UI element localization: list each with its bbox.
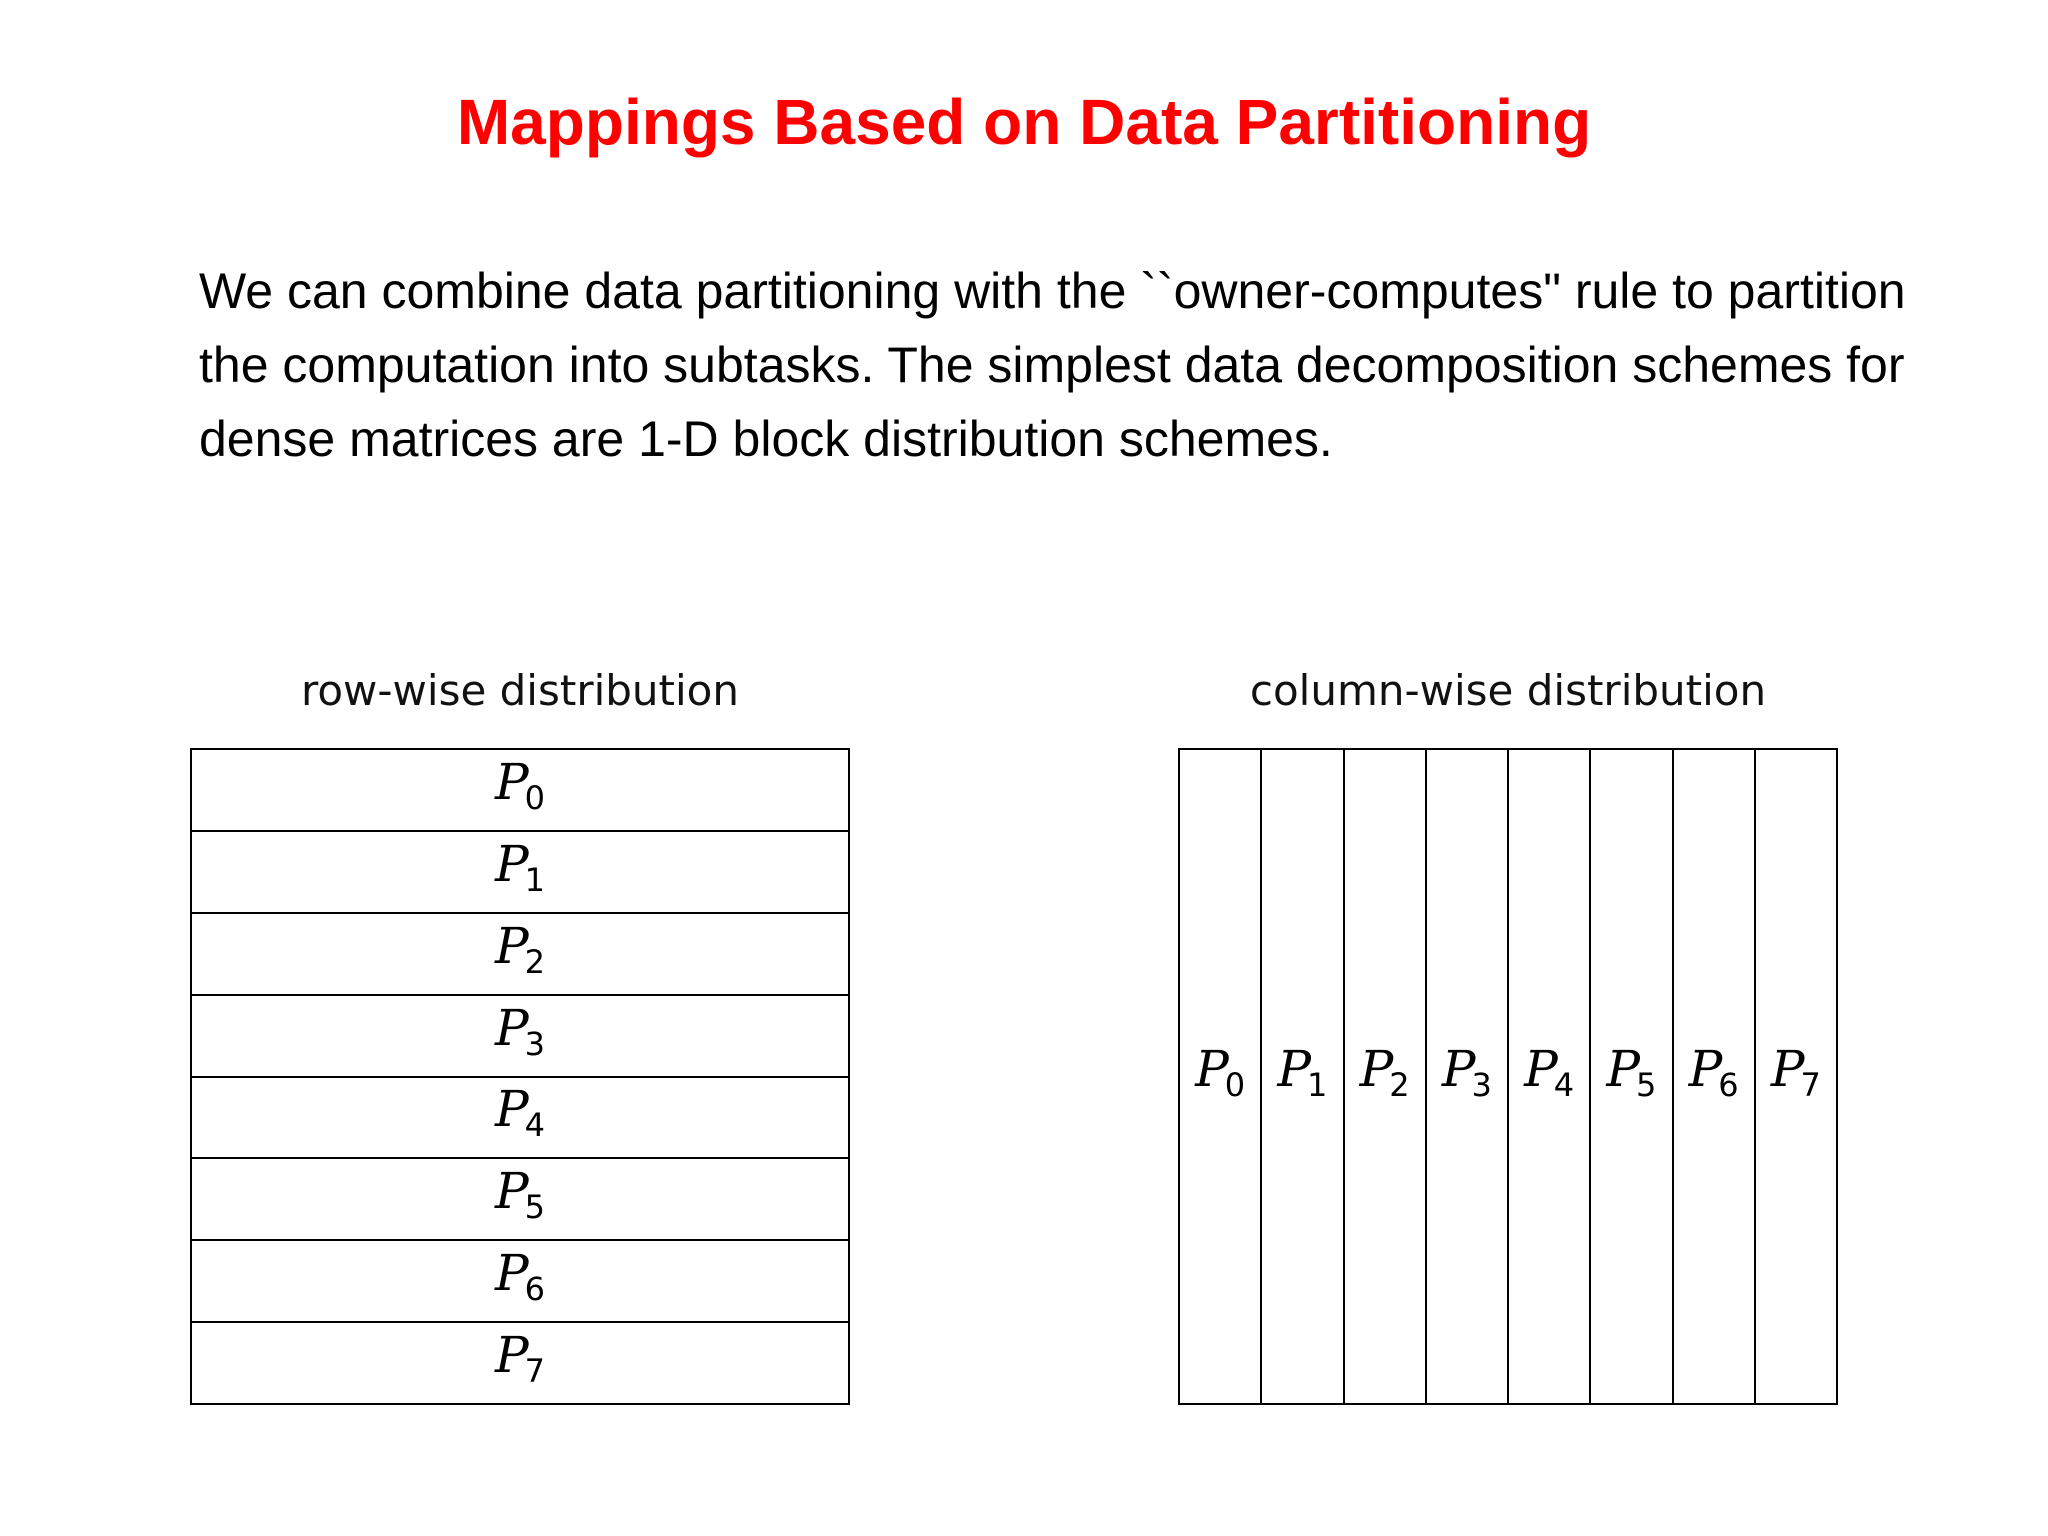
processor-label: $P_6$ (494, 1244, 545, 1309)
processor-label: $P_1$ (494, 834, 545, 899)
column-block-p6 (1674, 750, 1756, 1403)
processor-label: $P_3$ (494, 998, 545, 1063)
column-block-p5 (1591, 750, 1673, 1403)
row-block-p1 (192, 832, 848, 914)
row-wise-caption: row-wise distribution (301, 666, 739, 715)
processor-label: $P_4$ (494, 1080, 545, 1145)
row-block-p0 (192, 750, 848, 832)
column-block-p1 (1262, 750, 1344, 1403)
column-block-p7 (1756, 750, 1836, 1403)
column-block-p2 (1345, 750, 1427, 1403)
processor-label: $P_4$ (1524, 1039, 1575, 1104)
processor-label: $P_0$ (494, 752, 545, 817)
row-block-p2 (192, 914, 848, 996)
processor-label: $P_5$ (494, 1162, 545, 1227)
processor-label: $P_6$ (1688, 1039, 1739, 1104)
row-block-p7 (192, 1323, 848, 1403)
column-block-p0 (1180, 750, 1262, 1403)
processor-label: $P_0$ (1195, 1039, 1246, 1104)
column-block-p3 (1427, 750, 1509, 1403)
row-block-p4 (192, 1078, 848, 1160)
column-wise-distribution-diagram (1178, 748, 1838, 1405)
processor-label: $P_3$ (1441, 1039, 1492, 1104)
processor-label: $P_2$ (494, 916, 545, 981)
slide-body-text: We can combine data partitioning with the ``owner-computes" rule to partition the computation into subtasks. The simplest data decomposition schemes for dense matrices are 1-D block distribution schemes. (199, 263, 1906, 467)
column-block-p4 (1509, 750, 1591, 1403)
processor-label: $P_5$ (1606, 1039, 1657, 1104)
row-block-p5 (192, 1159, 848, 1241)
row-block-p3 (192, 996, 848, 1078)
row-wise-distribution-diagram (190, 748, 850, 1405)
column-wise-caption: column-wise distribution (1249, 666, 1767, 715)
processor-label: $P_7$ (494, 1326, 545, 1391)
slide-title: Mappings Based on Data Partitioning (456, 86, 1592, 158)
processor-label: $P_7$ (1770, 1039, 1821, 1104)
processor-label: $P_2$ (1359, 1039, 1410, 1104)
processor-label: $P_1$ (1277, 1039, 1328, 1104)
row-block-p6 (192, 1241, 848, 1323)
